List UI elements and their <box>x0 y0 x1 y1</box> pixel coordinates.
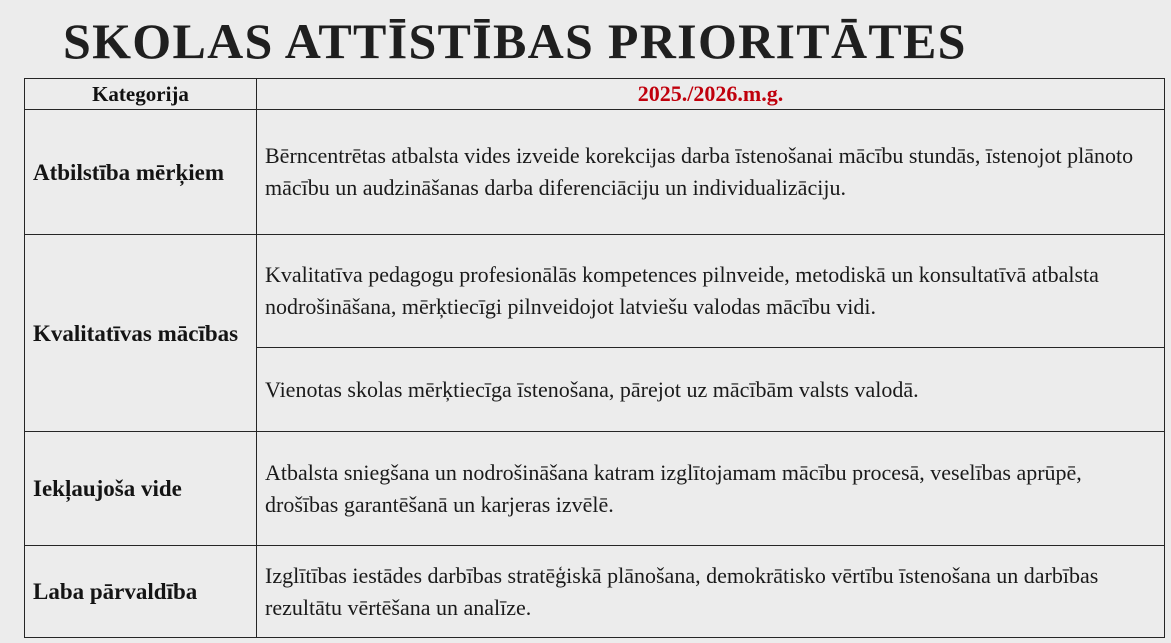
category-cell: Iekļaujoša vide <box>25 432 257 546</box>
table-row <box>25 432 1165 546</box>
page-title: SKOLAS ATTĪSTĪBAS PRIORITĀTES <box>63 13 967 69</box>
priority-cell: Vienotas skolas mērķtiecīga īstenošana, pārejot uz mācībām valsts valodā. <box>257 348 1165 432</box>
priority-cell: Bērncentrētas atbalsta vides izveide korekcijas darba īstenošanai mācību stundās, īstenojot plānoto mācību un audzināšanas darba diferenciāciju un individualizāciju. <box>257 110 1165 235</box>
year-column-header: 2025./2026.m.g. <box>257 79 1165 110</box>
priority-cell: Izglītības iestādes darbības stratēģiskā plānošana, demokrātisko vērtību īstenošana un darbības rezultātu vērtēšana un analīze. <box>257 546 1165 638</box>
priority-cell: Atbalsta sniegšana un nodrošināšana katram izglītojamam mācību procesā, veselības aprūpē, drošības garantēšanā un karjeras izvēlē. <box>257 432 1165 546</box>
priority-cell: Kvalitatīva pedagogu profesionālās kompetences pilnveide, metodiskā un konsultatīvā atbalsta nodrošināšana, mērķtiecīgi pilnveidojot latviešu valodas mācību vidi. <box>257 235 1165 348</box>
category-cell: Kvalitatīvas mācības <box>25 235 257 432</box>
table-row <box>25 546 1165 638</box>
table-header-row <box>25 79 1165 110</box>
category-column-header: Kategorija <box>25 79 257 110</box>
priorities-table <box>24 78 1165 638</box>
table-row <box>25 235 1165 348</box>
category-cell: Atbilstība mērķiem <box>25 110 257 235</box>
category-cell: Laba pārvaldība <box>25 546 257 638</box>
table-row <box>25 110 1165 235</box>
